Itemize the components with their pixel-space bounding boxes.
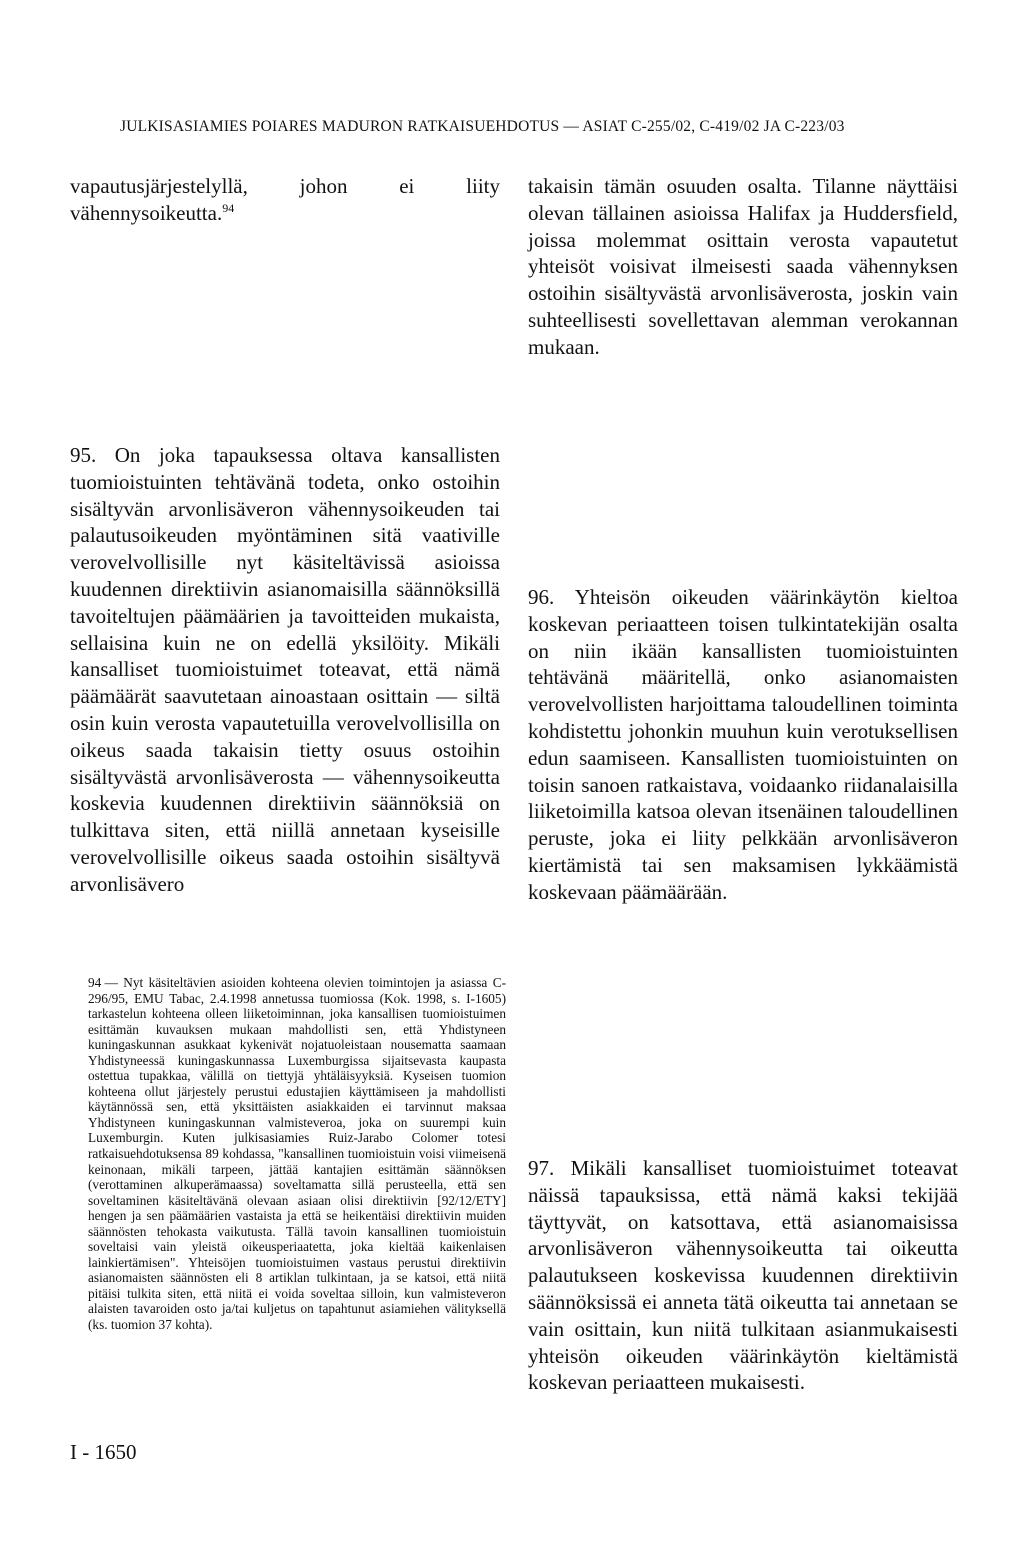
paragraph-continuation-left	[70, 173, 500, 227]
paragraph-number-95: 95.	[70, 443, 97, 467]
footnote-94	[88, 975, 506, 1333]
paragraph-96	[528, 584, 958, 906]
footnote-ref-94[interactable]: 94	[222, 200, 235, 215]
paragraph-96-text: Yhteisön oikeuden väärinkäytön kieltoa koskevan periaatteen toisen tulkintatekijän osalta on niin ikään kansallisten tuomioistuinten tehtävänä määritellä, onko asianomaisten verovelvollisten harjoittama taloudellinen toiminta kohdistettu johonkin muuhun kuin verotuksellisen edun saamiseen. Kansallisten tuomioistuinten on toisin sanoen ratkaistava, voidaanko riidanalaisilla liiketoimilla katsoa olevan itsenäinen taloudellinen peruste, joka ei liity pelkkään arvonlisäveron kiertämistä tai sen maksamisen lykkäämistä koskevaan päämäärään.	[528, 585, 958, 904]
continuation-text-left: vapautusjärjestelyllä, johon ei liity vähennysoikeutta.	[70, 174, 500, 225]
paragraph-number-97: 97.	[528, 1156, 555, 1180]
paragraph-95	[70, 442, 500, 898]
footnote-label: 94 —	[88, 975, 118, 990]
paragraph-95-text: On joka tapauksessa oltava kansallisten tuomioistuinten tehtävänä todeta, onko ostoihin sisältyvän arvonlisäveron vähennysoikeuden tai palautusoikeuden myöntäminen sitä vaativille verovelvollisille nyt käsiteltävissä asioissa kuudennen direktiivin asianomaisilla säännöksillä tavoiteltujen päämäärien ja tavoitteiden mukaista, sellaisina kuin ne on edellä yksilöity. Mikäli kansalliset tuomioistuimet toteavat, että nämä päämäärät saavutetaan ainoastaan osittain — siltä osin kuin verosta vapautetuilla verovelvollisilla on oikeus saada takaisin tietty osuus ostoihin sisältyvästä arvonlisäverosta — vähennysoikeutta koskevia kuudennen direktiivin säännöksiä on tulkittava siten, että niillä annetaan kyseisille verovelvollisille oikeus saada ostoihin sisältyvä arvonlisävero	[70, 443, 500, 896]
right-column-top	[528, 173, 958, 361]
page-number: I - 1650	[70, 1440, 137, 1464]
paragraph-97	[528, 1155, 958, 1396]
paragraph-number-96: 96.	[528, 585, 555, 609]
paragraph-continuation-right: takaisin tämän osuuden osalta. Tilanne näyttäisi olevan tällainen asioissa Halifax ja Huddersfield, joissa molemmat osittain verosta vapautetut yhteisöt voisivat ilmeisesti saada vähennyksen ostoihin sisältyvästä arvonlisäverosta, joskin vain suhteellisesti sovellettavan alemman verokannan mukaan.	[528, 174, 958, 359]
footnote-text: Nyt käsiteltävien asioiden kohteena olevien toimintojen ja asiassa C-296/95, EMU Tabac, 2.4.1998 annetussa tuomiossa (Kok. 1998, s. I-1605) tarkastelun kohteena olleen liiketoiminnan, joka kansallisen tuomioistuimen esittämän kuvauksen mukaan mahdollisti sen, että Yhdistyneen kuningaskunnan asukkaat kykenivät nojatuoleistaan nousematta saamaan Yhdistyneessä kuningaskunnassa Luxemburgissa sijaitsevasta kaupasta ostettua tupakkaa, välillä on tiettyjä yhtäläisyyksiä. Kyseisen tuomion kohteena ollut järjestely perustui edustajien käyttämiseen ja mahdollisti käytännössä sen, että yksittäisten asiakkaiden ei tarvinnut maksaa Yhdistyneen kuningaskunnan valmisteveroa, joka on suurempi kuin Luxemburgin. Kuten julkisasiamies Ruiz-Jarabo Colomer totesi ratkaisuehdotuksensa 89 kohdassa, "kansallinen tuomioistuin voisi viimeisenä keinonaan, mikäli tarpeen, jättää kantajien esittämän säännöksen (verottaminen alkuperämaassa) soveltamatta sillä perusteella, että sen soveltaminen käsiteltävänä olevaan asiaan olisi direktiivin [92/12/ETY] hengen ja sen päämäärien vastaista ja että se heikentäisi direktiivin muiden säännösten tehokasta vaikutusta. Tällä tavoin kansallinen tuomioistuin soveltaisi vain yleistä oikeusperiaatetta, joka kieltää kaikenlaisen lainkiertämisen". Yhteisöjen tuomioistuimen vastaus perustui direktiivin asianomaisten säännösten eli 8 artiklan tulkintaan, ja se katsoi, että niitä pitäisi tulkita siten, että niitä ei voida soveltaa silloin, kun valmisteveron alaisten tavaroiden osto ja/tai kuljetus on tapahtunut asiamiehen välityksellä (ks. tuomion 37 kohta).	[88, 975, 506, 1333]
running-header: JULKISASIAMIES POIARES MADURON RATKAISUEHDOTUS — ASIAT C-255/02, C-419/02 JA C-223/03	[120, 118, 845, 135]
paragraph-97-text: Mikäli kansalliset tuomioistuimet toteavat näissä tapauksissa, että nämä kaksi tekijää täyttyvät, on katsottava, että asianomaisissa arvonlisäveron vähennysoikeutta tai oikeutta palautukseen koskevissa kuudennen direktiivin säännöksissä ei anneta tätä oikeutta tai annetaan se vain osittain, kun niitä tulkitaan asianmukaisesti yhteisön oikeuden väärinkäytön kieltämistä koskevan periaatteen mukaisesti.	[528, 1156, 959, 1395]
left-column-top	[70, 173, 500, 227]
